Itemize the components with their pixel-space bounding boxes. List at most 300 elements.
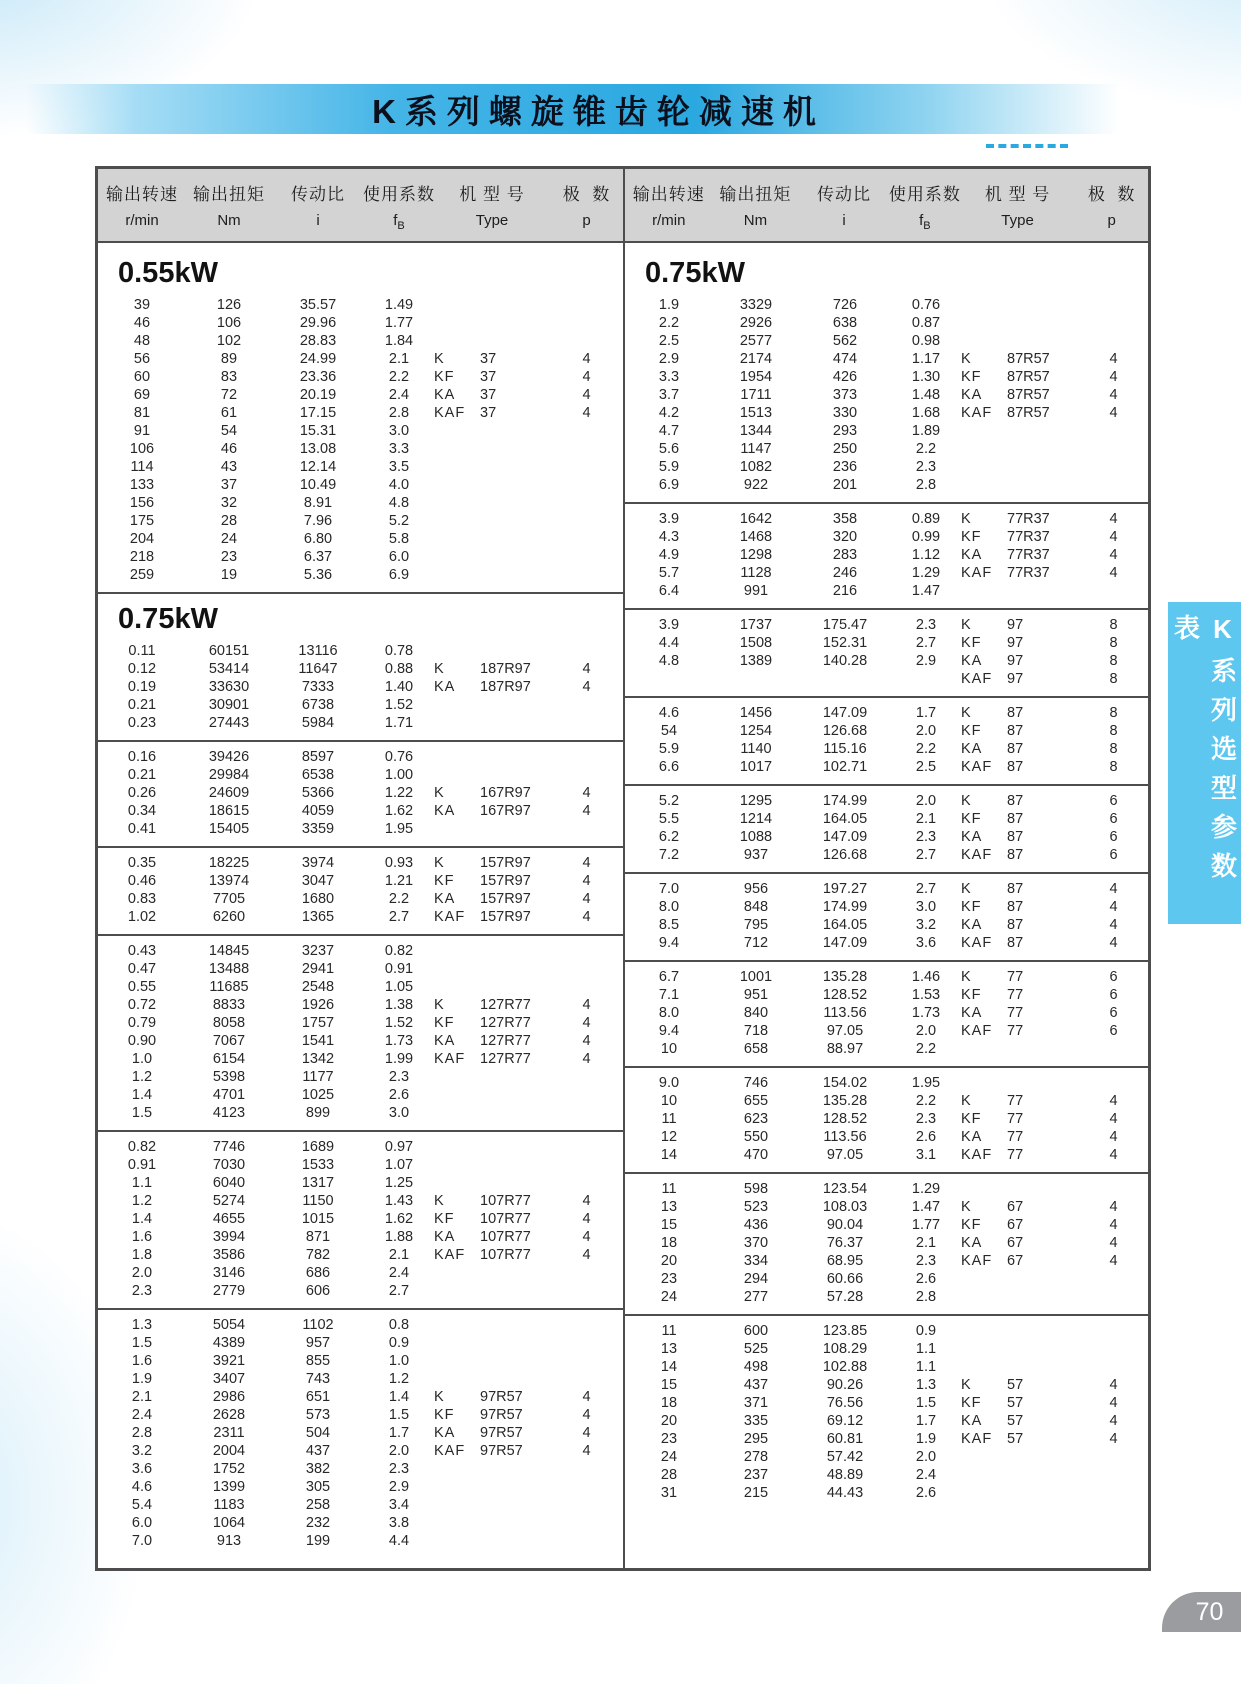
model-type-row bbox=[961, 404, 1150, 422]
table-row bbox=[98, 566, 434, 584]
cell: 0.16 bbox=[127, 749, 157, 765]
cell: 113.56 bbox=[823, 1129, 867, 1145]
cell: 743 bbox=[305, 1371, 331, 1387]
cell: 15.31 bbox=[299, 423, 337, 439]
model-type-column bbox=[434, 854, 623, 926]
model-prefix: KAF bbox=[961, 405, 993, 421]
cell: 550 bbox=[743, 1129, 769, 1145]
cell: 0.19 bbox=[127, 679, 157, 695]
model-prefix: KF bbox=[961, 899, 982, 915]
model-prefix: K bbox=[961, 617, 972, 633]
cell: 2.6 bbox=[915, 1271, 937, 1287]
cell: 135.28 bbox=[822, 969, 868, 985]
pole-count: 4 bbox=[582, 1033, 591, 1049]
cell: 1.52 bbox=[384, 697, 414, 713]
pole-count: 4 bbox=[1109, 405, 1118, 421]
cell: 175.47 bbox=[822, 617, 868, 633]
pole-count: 4 bbox=[582, 803, 591, 819]
cell: 1.5 bbox=[388, 1407, 410, 1423]
cell: 5366 bbox=[301, 785, 335, 801]
section-body bbox=[625, 1322, 1148, 1502]
cell: 3.3 bbox=[658, 369, 680, 385]
cell: 277 bbox=[743, 1289, 769, 1305]
cell: 2.1 bbox=[388, 351, 410, 367]
table-row bbox=[625, 1252, 961, 1270]
cell: 1513 bbox=[739, 405, 773, 421]
cell: 913 bbox=[216, 1533, 242, 1549]
table-row bbox=[98, 1104, 434, 1122]
column-header-cn: 极 数 bbox=[562, 185, 611, 204]
cell: 13 bbox=[660, 1199, 678, 1215]
model-size: 77 bbox=[1007, 1147, 1024, 1163]
table-row bbox=[98, 696, 434, 714]
cell: 5.36 bbox=[303, 567, 333, 583]
cell: 283 bbox=[832, 547, 858, 563]
table-row bbox=[625, 458, 961, 476]
table-row bbox=[98, 440, 434, 458]
pole-count: 4 bbox=[582, 405, 591, 421]
model-size: 167R97 bbox=[480, 785, 531, 801]
cell: 10 bbox=[660, 1093, 678, 1109]
cell: 1642 bbox=[739, 511, 773, 527]
column-header-unit: Nm bbox=[217, 212, 241, 229]
cell: 3974 bbox=[301, 855, 335, 871]
table-row bbox=[625, 1358, 961, 1376]
cell: 2.0 bbox=[915, 793, 937, 809]
cell: 1389 bbox=[739, 653, 773, 669]
cell: 1088 bbox=[739, 829, 773, 845]
cell: 201 bbox=[832, 477, 858, 493]
cell: 334 bbox=[743, 1253, 769, 1269]
cell: 81 bbox=[133, 405, 151, 421]
model-type-column bbox=[961, 510, 1150, 582]
cell: 0.35 bbox=[127, 855, 157, 871]
model-type-row bbox=[961, 616, 1150, 634]
cell: 2.1 bbox=[915, 1235, 937, 1251]
cell: 1.9 bbox=[131, 1371, 153, 1387]
cell: 718 bbox=[743, 1023, 769, 1039]
cell: 4.2 bbox=[658, 405, 680, 421]
model-type-row bbox=[961, 722, 1150, 740]
pole-count: 4 bbox=[582, 909, 591, 925]
column-header-unit: i bbox=[316, 212, 320, 229]
table-row bbox=[98, 530, 434, 548]
cell: 1.47 bbox=[911, 1199, 941, 1215]
cell: 294 bbox=[743, 1271, 769, 1287]
cell: 0.8 bbox=[388, 1317, 410, 1333]
pole-count: 6 bbox=[1109, 829, 1118, 845]
model-type-row bbox=[961, 934, 1150, 952]
cell: 18615 bbox=[208, 803, 250, 819]
table-section bbox=[625, 872, 1148, 960]
cell: 899 bbox=[305, 1105, 331, 1121]
model-type-column bbox=[434, 660, 623, 696]
sidebar-tab bbox=[1168, 602, 1241, 924]
cell: 4.0 bbox=[388, 477, 410, 493]
cell: 2.5 bbox=[658, 333, 680, 349]
title-band bbox=[26, 84, 1241, 134]
section-body bbox=[625, 968, 1148, 1058]
data-rows bbox=[625, 510, 961, 600]
cell: 3.9 bbox=[658, 511, 680, 527]
cell: 6.9 bbox=[388, 567, 410, 583]
model-type-row bbox=[961, 1092, 1150, 1110]
cell: 278 bbox=[743, 1449, 769, 1465]
cell: 1317 bbox=[301, 1175, 335, 1191]
cell: 0.55 bbox=[127, 979, 157, 995]
data-rows bbox=[98, 1316, 434, 1550]
pole-count: 6 bbox=[1109, 811, 1118, 827]
column-header-cn: 使用系数 bbox=[363, 185, 435, 204]
cell: 1.17 bbox=[911, 351, 941, 367]
cell: 1.62 bbox=[384, 803, 414, 819]
cell: 10 bbox=[660, 1041, 678, 1057]
cell: 1.52 bbox=[384, 1015, 414, 1031]
pole-count: 4 bbox=[582, 891, 591, 907]
column-header bbox=[98, 180, 186, 232]
pole-count: 6 bbox=[1109, 847, 1118, 863]
cell: 60.81 bbox=[826, 1431, 864, 1447]
cell: 11685 bbox=[209, 979, 249, 995]
model-type-row bbox=[961, 916, 1150, 934]
section-body bbox=[625, 880, 1148, 952]
cell: 0.82 bbox=[384, 943, 414, 959]
cell: 6.0 bbox=[388, 549, 410, 565]
data-rows bbox=[625, 792, 961, 864]
cell: 1.4 bbox=[131, 1087, 153, 1103]
cell: 1298 bbox=[739, 547, 773, 563]
cell: 5.2 bbox=[388, 513, 410, 529]
pole-count: 4 bbox=[1109, 1431, 1118, 1447]
model-prefix: K bbox=[961, 511, 972, 527]
table-row bbox=[625, 1040, 961, 1058]
model-size: 77R37 bbox=[1007, 511, 1050, 527]
pole-count: 4 bbox=[1109, 369, 1118, 385]
table-row bbox=[98, 714, 434, 732]
cell: 6.4 bbox=[658, 583, 680, 599]
cell: 102 bbox=[216, 333, 242, 349]
model-prefix: KAF bbox=[961, 759, 993, 775]
cell: 1254 bbox=[739, 723, 773, 739]
column-header bbox=[890, 180, 960, 232]
model-prefix: KF bbox=[961, 1217, 982, 1233]
table-row bbox=[98, 1370, 434, 1388]
cell: 7.0 bbox=[131, 1533, 153, 1549]
model-size: 37 bbox=[480, 387, 497, 403]
table-row bbox=[625, 1110, 961, 1128]
column-header-unit: Type bbox=[475, 212, 509, 229]
cell: 0.93 bbox=[384, 855, 414, 871]
cell: 2.4 bbox=[388, 1265, 410, 1281]
cell: 1025 bbox=[301, 1087, 335, 1103]
column-header-unit: i bbox=[842, 212, 846, 229]
cell: 2628 bbox=[212, 1407, 246, 1423]
cell: 1.8 bbox=[131, 1247, 153, 1263]
cell: 37 bbox=[220, 477, 238, 493]
cell: 28 bbox=[660, 1467, 678, 1483]
table-row bbox=[625, 792, 961, 810]
model-type-row bbox=[961, 986, 1150, 1004]
model-prefix: KA bbox=[434, 1033, 456, 1049]
cell: 1.95 bbox=[384, 821, 414, 837]
table-row bbox=[98, 820, 434, 838]
table-row bbox=[625, 880, 961, 898]
model-size: 157R97 bbox=[480, 891, 531, 907]
column-header-unit: $f_B$ bbox=[919, 212, 931, 232]
model-prefix: K bbox=[961, 1093, 972, 1109]
table-row bbox=[98, 872, 434, 890]
table-section bbox=[98, 1130, 623, 1308]
section-body bbox=[98, 748, 623, 838]
cell: 8058 bbox=[212, 1015, 246, 1031]
cell: 215 bbox=[743, 1485, 769, 1501]
model-size: 97 bbox=[1007, 653, 1024, 669]
model-prefix: KF bbox=[434, 369, 455, 385]
cell: 0.82 bbox=[127, 1139, 157, 1155]
model-type-row bbox=[961, 1128, 1150, 1146]
cell: 97.05 bbox=[826, 1023, 864, 1039]
table-row bbox=[625, 1146, 961, 1164]
table-section bbox=[98, 248, 623, 592]
cell: 1.46 bbox=[911, 969, 941, 985]
table-section bbox=[625, 502, 1148, 608]
table-header-group-right bbox=[623, 169, 1148, 241]
cell: 8.91 bbox=[303, 495, 333, 511]
model-size: 67 bbox=[1007, 1199, 1024, 1215]
cell: 24.99 bbox=[299, 351, 337, 367]
model-size: 87R57 bbox=[1007, 369, 1050, 385]
cell: 218 bbox=[129, 549, 155, 565]
cell: 2.2 bbox=[915, 1041, 937, 1057]
cell: 4.8 bbox=[388, 495, 410, 511]
table-row bbox=[625, 634, 961, 652]
model-size: 97 bbox=[1007, 617, 1024, 633]
model-size: 157R97 bbox=[480, 855, 531, 871]
cell: 39426 bbox=[208, 749, 250, 765]
model-type-row bbox=[961, 758, 1150, 776]
table-row bbox=[98, 512, 434, 530]
section-body bbox=[625, 1180, 1148, 1306]
cell: 1.43 bbox=[384, 1193, 414, 1209]
cell: 370 bbox=[743, 1235, 769, 1251]
model-size: 97R57 bbox=[480, 1443, 523, 1459]
cell: 2926 bbox=[739, 315, 773, 331]
cell: 2.5 bbox=[915, 759, 937, 775]
pole-count: 4 bbox=[1109, 565, 1118, 581]
model-type-row bbox=[961, 368, 1150, 386]
cell: 600 bbox=[743, 1323, 769, 1339]
cell: 53414 bbox=[208, 661, 250, 677]
model-prefix: K bbox=[434, 1193, 445, 1209]
cell: 1.62 bbox=[384, 1211, 414, 1227]
model-prefix: KA bbox=[961, 829, 983, 845]
cell: 2.8 bbox=[388, 405, 410, 421]
model-type-column bbox=[961, 1376, 1150, 1448]
pole-count: 4 bbox=[1109, 547, 1118, 563]
table-row bbox=[98, 890, 434, 908]
model-prefix: KA bbox=[434, 1229, 456, 1245]
cell: 4123 bbox=[212, 1105, 246, 1121]
model-prefix: KF bbox=[434, 1407, 455, 1423]
cell: 1.2 bbox=[131, 1193, 153, 1209]
column-header-unit: p bbox=[582, 212, 591, 229]
cell: 1.22 bbox=[384, 785, 414, 801]
cell: 1.2 bbox=[388, 1371, 410, 1387]
cell: 204 bbox=[129, 531, 155, 547]
cell: 1.00 bbox=[384, 767, 414, 783]
model-size: 107R77 bbox=[480, 1247, 531, 1263]
cell: 27443 bbox=[208, 715, 250, 731]
column-header-unit: Nm bbox=[743, 212, 768, 229]
model-type-row bbox=[434, 802, 623, 820]
table-row bbox=[98, 494, 434, 512]
cell: 3.6 bbox=[915, 935, 937, 951]
model-prefix: KAF bbox=[961, 847, 993, 863]
pole-count: 6 bbox=[1109, 793, 1118, 809]
cell: 2.8 bbox=[915, 1289, 937, 1305]
column-header-cn: 机 型 号 bbox=[984, 185, 1051, 204]
cell: 1.3 bbox=[915, 1377, 937, 1393]
section-body bbox=[625, 510, 1148, 600]
cell: 76.56 bbox=[826, 1395, 864, 1411]
data-rows bbox=[625, 1180, 961, 1306]
column-header-cn: 传动比 bbox=[291, 185, 345, 204]
table-column-group-left bbox=[98, 243, 623, 1568]
cell: 4.8 bbox=[658, 653, 680, 669]
cell: 2577 bbox=[739, 333, 773, 349]
table-body bbox=[98, 243, 1148, 1568]
table-row bbox=[98, 548, 434, 566]
table-section bbox=[98, 1308, 623, 1558]
cell: 373 bbox=[832, 387, 858, 403]
table-row bbox=[98, 422, 434, 440]
cell: 216 bbox=[832, 583, 858, 599]
cell: 3.0 bbox=[915, 899, 937, 915]
cell: 23 bbox=[660, 1271, 678, 1287]
table-row bbox=[98, 1246, 434, 1264]
cell: 5.9 bbox=[658, 459, 680, 475]
table-row bbox=[625, 1340, 961, 1358]
cell: 24 bbox=[660, 1289, 678, 1305]
cell: 840 bbox=[743, 1005, 769, 1021]
model-size: 127R77 bbox=[480, 997, 531, 1013]
table-row bbox=[625, 582, 961, 600]
cell: 1689 bbox=[301, 1139, 335, 1155]
cell: 6.0 bbox=[131, 1515, 153, 1531]
model-type-row bbox=[961, 1252, 1150, 1270]
cell: 115.16 bbox=[823, 741, 867, 757]
table-row bbox=[625, 898, 961, 916]
pole-count: 4 bbox=[1109, 511, 1118, 527]
pole-count: 4 bbox=[1109, 351, 1118, 367]
table-row bbox=[625, 404, 961, 422]
table-row bbox=[98, 1388, 434, 1406]
table-row bbox=[98, 1532, 434, 1550]
table-row bbox=[98, 1442, 434, 1460]
pole-count: 8 bbox=[1109, 723, 1118, 739]
model-size: 87 bbox=[1007, 881, 1024, 897]
cell: 28.83 bbox=[299, 333, 337, 349]
cell: 6.2 bbox=[658, 829, 680, 845]
cell: 2.1 bbox=[388, 1247, 410, 1263]
model-prefix: KAF bbox=[961, 1253, 993, 1269]
pole-count: 4 bbox=[1109, 1111, 1118, 1127]
model-size: 97R57 bbox=[480, 1407, 523, 1423]
cell: 147.09 bbox=[822, 829, 868, 845]
cell: 1737 bbox=[739, 617, 773, 633]
table-row bbox=[625, 986, 961, 1004]
cell: 525 bbox=[743, 1341, 769, 1357]
table-row bbox=[625, 1128, 961, 1146]
model-type-row bbox=[434, 1424, 623, 1442]
cell: 2.4 bbox=[131, 1407, 153, 1423]
table-section bbox=[625, 960, 1148, 1066]
model-prefix: KF bbox=[961, 529, 982, 545]
column-header-unit: $f_B$ bbox=[393, 212, 405, 232]
cell: 83 bbox=[220, 369, 238, 385]
model-type-row bbox=[434, 1442, 623, 1460]
pole-count: 4 bbox=[582, 873, 591, 889]
column-header-cn: 机 型 号 bbox=[459, 185, 525, 204]
cell: 68.95 bbox=[826, 1253, 864, 1269]
table-row bbox=[625, 1322, 961, 1340]
pole-count: 8 bbox=[1109, 705, 1118, 721]
model-prefix: KAF bbox=[961, 565, 993, 581]
table-row bbox=[625, 758, 961, 776]
model-type-row bbox=[961, 564, 1150, 582]
table-row bbox=[625, 1412, 961, 1430]
cell: 32 bbox=[220, 495, 238, 511]
pole-count: 4 bbox=[582, 1211, 591, 1227]
pole-count: 4 bbox=[582, 679, 591, 695]
cell: 15 bbox=[660, 1377, 678, 1393]
table-row bbox=[98, 1424, 434, 1442]
table-row bbox=[625, 810, 961, 828]
pole-count: 4 bbox=[1109, 1217, 1118, 1233]
model-size: 87 bbox=[1007, 741, 1024, 757]
table-row bbox=[98, 1086, 434, 1104]
cell: 147.09 bbox=[822, 705, 868, 721]
cell: 2.2 bbox=[915, 741, 937, 757]
table-section bbox=[98, 592, 623, 740]
column-header bbox=[364, 180, 434, 232]
cell: 2.3 bbox=[915, 1253, 937, 1269]
table-row bbox=[98, 1406, 434, 1424]
table-row bbox=[98, 854, 434, 872]
table-section bbox=[625, 608, 1148, 696]
cell: 29984 bbox=[208, 767, 250, 783]
pole-count: 4 bbox=[1109, 881, 1118, 897]
cell: 258 bbox=[305, 1497, 331, 1513]
cell: 5.6 bbox=[658, 441, 680, 457]
model-type-row bbox=[961, 528, 1150, 546]
cell: 6260 bbox=[212, 909, 246, 925]
cell: 14 bbox=[660, 1359, 678, 1375]
table-row bbox=[625, 1022, 961, 1040]
cell: 3.0 bbox=[388, 1105, 410, 1121]
cell: 0.76 bbox=[911, 297, 941, 313]
model-type-column bbox=[961, 350, 1150, 422]
pole-count: 4 bbox=[582, 1443, 591, 1459]
pole-count: 4 bbox=[582, 387, 591, 403]
cell: 123.85 bbox=[822, 1323, 868, 1339]
cell: 1342 bbox=[301, 1051, 335, 1067]
cell: 937 bbox=[743, 847, 769, 863]
table-row bbox=[98, 314, 434, 332]
cell: 371 bbox=[743, 1395, 769, 1411]
cell: 2.4 bbox=[388, 387, 410, 403]
table-row bbox=[98, 1192, 434, 1210]
